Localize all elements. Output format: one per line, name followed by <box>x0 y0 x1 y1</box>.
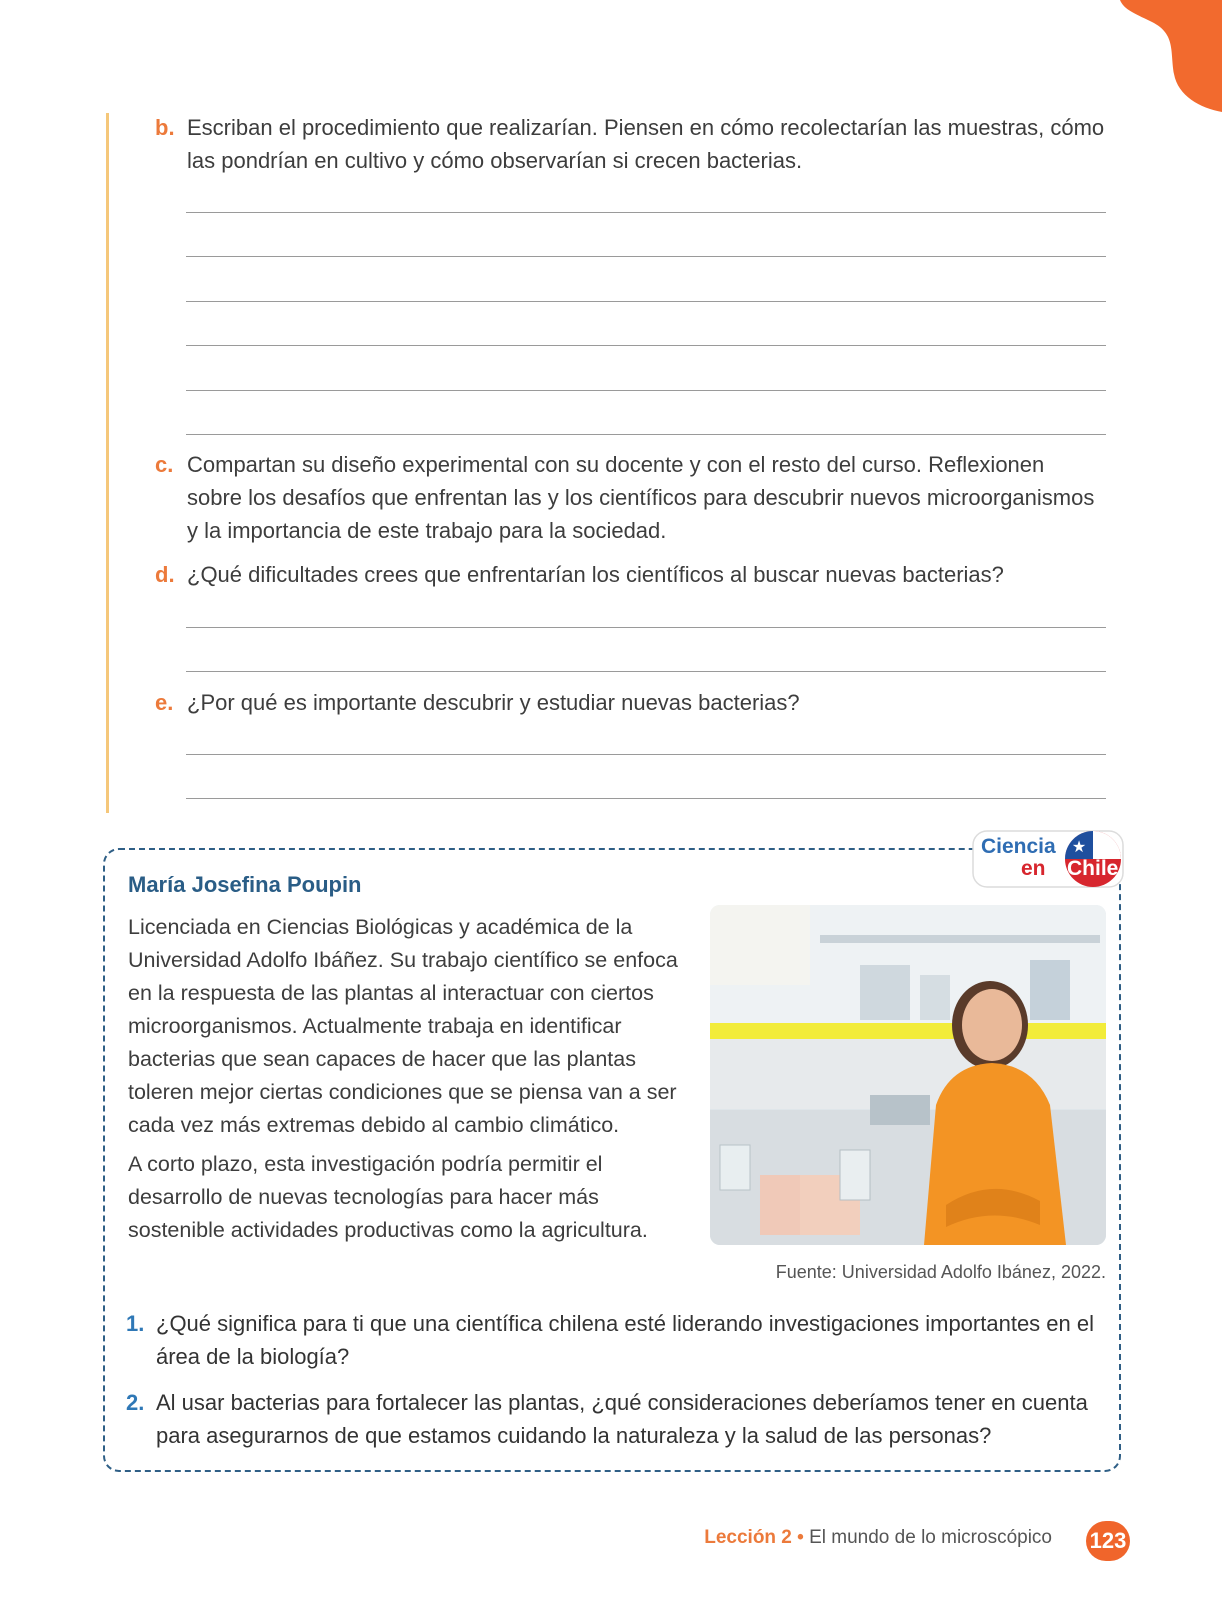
feature-question-2 <box>126 1386 1106 1452</box>
question-letter: b. <box>155 115 175 140</box>
answer-line[interactable] <box>186 627 1106 628</box>
answer-line[interactable] <box>186 390 1106 391</box>
photo-caption: Fuente: Universidad Adolfo Ibánez, 2022. <box>775 1262 1106 1282</box>
question-text: Escriban el procedimiento que realizarían. Piensen en cómo recolectarían las muestras, cómo las pondrían en cultivo y cómo observarían si crecen bacterias. <box>187 115 1105 173</box>
scientist-photo <box>710 905 1106 1245</box>
footer-separator: • <box>797 1527 804 1548</box>
feature-question-1 <box>126 1307 1106 1373</box>
question-d <box>155 558 1105 591</box>
question-e <box>155 686 1105 719</box>
bio-paragraph-1: Licenciada en Ciencias Biológicas y académica de la Universidad Adolfo Ibáñez. Su trabajo científico se enfoca en la respuesta de las plantas al interactuar con ciertos microorganismos. Actualmente trabaja en identificar bacterias que sean capaces de hacer que las plantas toleren mejor ciertas condiciones que se piensa van a ser cada vez más extremas debido al cambio climático. <box>128 915 678 1137</box>
answer-line[interactable] <box>186 754 1106 755</box>
answer-line[interactable] <box>186 301 1106 302</box>
bio-paragraph-2: A corto plazo, esta investigación podría permitir el desarrollo de nuevas tecnologías para hacer más sostenible actividades productivas como la agricultura. <box>128 1152 648 1242</box>
question-c <box>155 448 1105 547</box>
ciencia-en-chile-badge <box>971 825 1131 889</box>
question-b <box>155 111 1105 177</box>
activity-sidebar-bar <box>106 113 109 813</box>
answer-line[interactable] <box>186 256 1106 257</box>
lesson-label: Lección 2 <box>704 1527 792 1548</box>
question-text: ¿Por qué es importante descubrir y estudiar nuevas bacterias? <box>187 690 800 715</box>
star-icon: ★ <box>1071 839 1087 856</box>
answer-line[interactable] <box>186 434 1106 435</box>
answer-line[interactable] <box>186 671 1106 672</box>
answer-line[interactable] <box>186 212 1106 213</box>
question-number: 2. <box>126 1390 145 1415</box>
lesson-title: El mundo de lo microscópico <box>809 1527 1052 1548</box>
badge-chile: Chile <box>1067 857 1119 880</box>
question-text: Compartan su diseño experimental con su docente y con el resto del curso. Reflexionen sobre los desafíos que enfrentan las y los científicos para descubrir nuevos microorganismos y la importancia de este trabajo para la sociedad. <box>187 452 1095 543</box>
question-text: ¿Qué significa para ti que una científica chilena esté liderando investigaciones importantes en el área de la biología? <box>156 1311 1094 1369</box>
answer-line[interactable] <box>186 798 1106 799</box>
scientist-name: María Josefina Poupin <box>128 872 362 897</box>
question-letter: e. <box>155 690 174 715</box>
corner-decoration <box>1112 0 1222 120</box>
question-text: ¿Qué dificultades crees que enfrentarían los científicos al buscar nuevas bacterias? <box>187 562 1004 587</box>
page-footer <box>704 1527 1052 1549</box>
page-number: 123 <box>1086 1521 1130 1561</box>
badge-en: en <box>1021 857 1046 880</box>
question-text: Al usar bacterias para fortalecer las plantas, ¿qué consideraciones deberíamos tener en cuenta para asegurarnos de que estamos cuidando la naturaleza y la salud de las personas? <box>156 1390 1088 1448</box>
question-number: 1. <box>126 1311 145 1336</box>
badge-ciencia: Ciencia <box>981 835 1056 858</box>
question-letter: d. <box>155 562 175 587</box>
question-letter: c. <box>155 452 174 477</box>
answer-line[interactable] <box>186 345 1106 346</box>
